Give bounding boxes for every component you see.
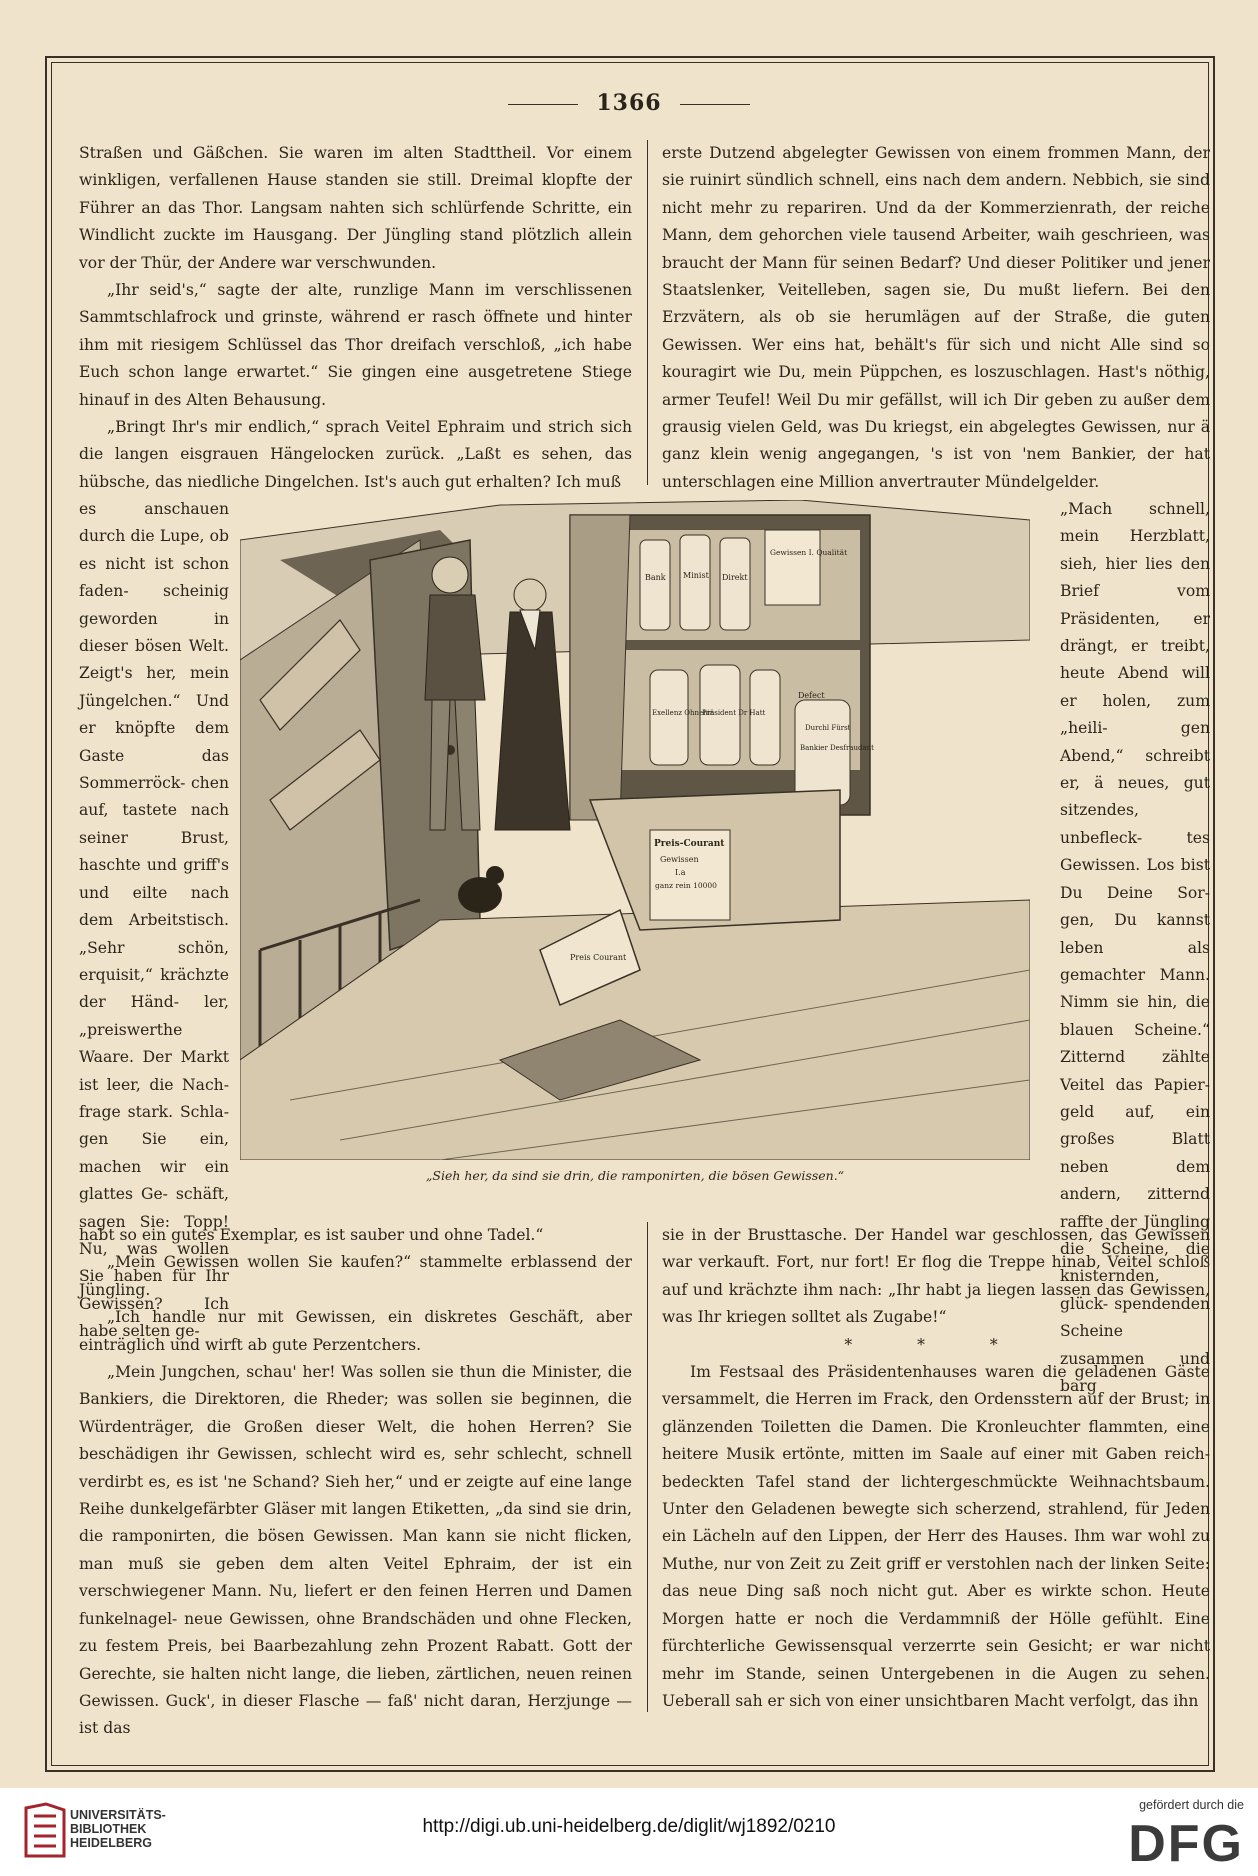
bottle-label: Minist [683, 571, 709, 580]
paragraph: habt so ein gutes Exemplar, es ist sauber und ohne Tadel.“ [79, 1226, 544, 1244]
book-label: Preis Courant [570, 953, 627, 962]
column-divider [647, 140, 648, 485]
illustration-caption: „Sieh her, da sind sie drin, die ramponirten, die bösen Gewissen.“ [425, 1168, 845, 1183]
bottle-label: Direkt [722, 573, 748, 582]
paragraph: „Mach schnell, mein Herzblatt, sieh, hier lies den Brief vom Präsidenten, er drängt, er treibt, heute Abend will er holen, zum „heili- gen Abend,“ schreibt er, ä neues, gut sitzendes, unbefleck- tes Gewissen. Los bist Du Deine Sor- gen, Du kannst leben als gemachter Mann. Nimm sie hin, die blauen Scheine.“ Zitternd zählte Veitel das Papier- geld auf, ein großes Blatt neben dem andern, zitternd raffte der Jüngling die Scheine, die knisternden, glück- spendenden Scheine zusammen und barg [1060, 500, 1210, 1395]
price-line: Gewissen [660, 855, 699, 864]
sign-label: Gewissen I. Qualität [770, 548, 848, 557]
bottle-label: Durchl Fürst [805, 724, 851, 732]
bottle-label: Präsident Dr Hatt [702, 709, 766, 717]
engraving-illustration [240, 500, 1030, 1160]
permalink-url[interactable]: http://digi.ub.uni-heidelberg.de/diglit/wj1892/0210 [422, 1816, 836, 1837]
price-sign: Preis-Courant [654, 839, 725, 849]
paragraph: Straßen und Gäßchen. Sie waren im alten Stadttheil. Vor einem winkligen, verfallenen Hause standen sie still. Dreimal klopfte der Führer an das Thor. Langsam nahten sich schlürfende Schritte, ein Windlicht zuckte im Hausgang. Der Jüngling stand plötzlich allein vor der Thür, der Andere war verschwunden. [79, 144, 632, 272]
page-number: 1366 [0, 90, 1258, 116]
right-column-top [662, 140, 1210, 496]
column-divider [647, 1222, 648, 1712]
bottle-label: Defect [798, 691, 825, 700]
bottle-label: Exellenz Ohnehin [652, 709, 715, 717]
paragraph: es anschauen durch die Lupe, ob es nicht ist schon faden- scheinig geworden in dieser bösen Welt. Zeigt's her, mein Jüngelchen.“ Und er knöpfte dem Gaste das Sommerröck- chen auf, tastete nach seiner Brust, haschte und griff's und eilte nach dem Arbeitstisch. „Sehr schön, erquisit,“ krächzte der Händ- ler, „preiswerthe Waare. Der Markt ist leer, die Nach- frage stark. Schla- gen Sie ein, machen wir ein glattes Ge- schäft, sagen Sie: Topp! Nu, was wollen Sie haben für Ihr Gewissen? Ich habe selten ge- [79, 500, 229, 1341]
funded-by-label: gefördert durch die [1139, 1798, 1244, 1812]
paragraph: „Ich handle nur mit Gewissen, ein diskretes Geschäft, aber einträglich und wirft ab gute Perzentchers. [79, 1308, 632, 1354]
paragraph: „Mein Gewissen wollen Sie kaufen?“ stammelte erblassend der Jüngling. [79, 1253, 632, 1299]
paragraph: sie in der Brusttasche. Der Handel war geschlossen, das Gewissen war verkauft. Fort, nur fort! Er flog die Treppe hinab, Veitel schloß auf und krächzte ihm nach: „Ihr habt ja liegen lassen das Gewissen, was Ihr kriegen solltet als Zugabe!“ [662, 1226, 1210, 1327]
university-line: UNIVERSITÄTS- [70, 1808, 166, 1822]
price-line: ganz rein 10000 [655, 881, 717, 890]
dfg-logo: DFG [1128, 1815, 1244, 1873]
paragraph: „Bringt Ihr's mir endlich,“ sprach Veitel Ephraim und strich sich die langen eisgrauen Hängelocken zurück. „Laßt es sehen, das hübsche, das niedliche Dingelchen. Ist's auch gut erhalten? Ich muß [79, 418, 632, 491]
paragraph: „Ihr seid's,“ sagte der alte, runzlige Mann im verschlissenen Sammtschlafrock und grinste, während er rasch öffnete und hinter ihm mit riesigem Schlüssel das Thor dreifach verschloß, „ich habe Euch schon lange erwartet.“ Sie gingen eine ausgetretene Stiege hinauf in des Alten Behausung. [79, 281, 632, 409]
bottle-label: Bank [645, 573, 666, 582]
bottle-label: Bankier Desfraudant [800, 744, 874, 752]
price-line: I.a [675, 868, 686, 877]
paragraph: Im Festsaal des Präsidentenhauses waren die geladenen Gäste versammelt, die Herren im Frack, den Ordensstern auf der Brust; in glänzenden Toiletten die Damen. Die Kronleuchter flammten, eine heitere Musik ertönte, mitten im Saale auf einer mit Gaben reich- bedeckten Tafel stand der lichtergeschmückte Weihnachtsbaum. Unter den Geladenen bewegte sich scherzend, strahlend, für Jeden ein Lächeln auf den Lippen, der Herr des Hauses. Ihm war wohl zu Muthe, nur von Zeit zu Zeit griff er verstohlen nach der linken Seite: das neue Ding saß noch nicht gut. Aber es wirkte schon. Heute Morgen hatte er noch die Verdammniß der Hölle gefühlt. Eine fürchterliche Gewissensqual verzerrte sein Gesicht; er war nicht mehr im Stande, seinen Untergebenen in die Augen zu sehen. Ueberall sah er sich von einer unsichtbaren Macht verfolgt, das ihn [662, 1363, 1210, 1710]
university-line: BIBLIOTHEK [70, 1822, 147, 1836]
left-column-top [79, 140, 632, 496]
left-column-bottom [79, 1222, 632, 1743]
paragraph: erste Dutzend abgelegter Gewissen von einem frommen Mann, der sie ruinirt sündlich schnell, eins nach dem andern. Nebbich, sie sind nicht mehr zu repariren. Und da der Kommerzienrath, der reiche Mann, dem gehorchen viele tausend Arbeiter, waih geschrieen, was braucht der Mann für seinen Bedarf? Und dieser Politiker und jener Staatslenker, Veitelleben, sagen sie, Du mußt liefern. Bei den Erzvätern, als ob sie herumlägen auf der Straße, die guten Gewissen. Wer eins hat, behält's für sich und nicht Alle sind so kouragirt wie Du, mein Püppchen, es loszuschlagen. Hast's nöthig, armer Teufel! Weil Du mir gefällst, will ich Dir geben zu außer dem grausig vielen Geld, was Du kriegst, ein abgelegtes Gewissen, nur ä ganz klein wenig angegangen, 's ist von 'nem Bankier, der hat unterschlagen eine Million anvertrauter Mündelgelder. [662, 144, 1210, 491]
paragraph: „Mein Jungchen, schau' her! Was sollen sie thun die Minister, die Bankiers, die Direktoren, die Rheder; was sollen sie beginnen, die Würdenträger, die Großen dieser Welt, die hohen Herren? Sie beschädigen ihr Gewissen, schlecht wird es, sehr schlecht, schnell verdirbt es, es ist 'ne Schand? Sieh her,“ und er zeigte auf eine lange Reihe dunkelgefärbter Gläser mit langen Etiketten, „da sind sie drin, die ramponirten, die bösen Gewissen. Man kann sie nicht flicken, man muß sie geben dem alten Veitel Ephraim, der ist ein verschwiegener Mann. Nu, liefert er den feinen Herren und Damen funkelnagel- neue Gewissen, ohne Brandschäden und ohne Flecken, zu festem Preis, bei Baarbezahlung zehn Prozent Rabatt. Gott der Gerechte, sie halten nicht lange, die lieben, zärtlichen, neuen reinen Gewissen. Guck', in dieser Flasche — faß' nicht daran, Herzjunge — ist das [79, 1363, 632, 1738]
university-line: HEIDELBERG [70, 1836, 152, 1850]
left-narrow-column [79, 496, 229, 1346]
section-break: * * * [844, 1335, 1028, 1354]
right-column-bottom [662, 1222, 1210, 1715]
